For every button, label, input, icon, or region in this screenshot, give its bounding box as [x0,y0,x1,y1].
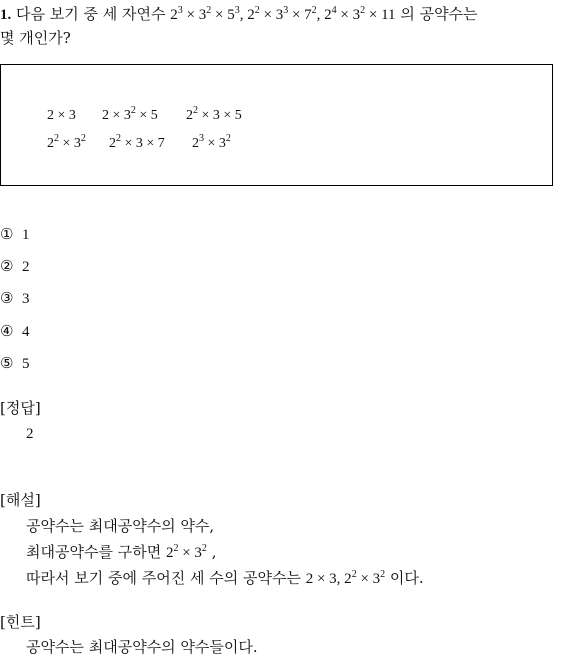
question-expression-3: $2^4 \times 3^2 \times 11$ [324,5,396,23]
option-2[interactable] [0,256,30,277]
example-term: $2^3 \times 3^2$ [192,133,231,151]
option-marker: ① [0,225,14,243]
question-number: 1. [0,7,12,23]
hint-label: [힌트] [0,613,41,631]
explanation-label: [해설] [0,491,41,509]
comma-separator: , [239,7,248,23]
option-marker: ③ [0,289,14,307]
option-3[interactable] [0,288,30,309]
explanation-line-2: 최대공약수를 구하면 $2^2 \times 3^2$ , [26,543,217,561]
answer-value: 2 [26,426,34,442]
option-marker: ⑤ [0,354,14,372]
option-value: 5 [22,356,30,372]
question-expression-2: $2^2 \times 3^3 \times 7^2$ [247,5,317,23]
hint-line-1: 공약수는 최대공약수의 약수들이다. [26,638,258,656]
example-term: 2 × 3 [47,108,76,123]
explanation-line-1: 공약수는 최대공약수의 약수, [26,517,215,535]
option-value: 4 [22,324,30,340]
option-4[interactable] [0,321,30,342]
option-marker: ④ [0,322,14,340]
question-line-2: 몇 개인가? [0,29,71,47]
example-term: $2^2 \times 3 \times 7$ [109,133,165,151]
explanation-line-3: 따라서 보기 중에 주어진 세 수의 공약수는 2 × 3, $2^2 \times 3^2$ 이다. [26,569,424,587]
option-value: 2 [22,259,30,275]
question-text-part1: 다음 보기 중 세 자연수 [16,5,171,23]
question-expression-1: $2^3 \times 3^2 \times 5^3$ [170,5,240,23]
example-term: $2^2 \times 3^2$ [47,133,86,151]
example-term: $2^2 \times 3 \times 5$ [186,105,242,123]
option-value: 1 [22,227,30,243]
option-marker: ② [0,257,14,275]
example-term: $2 \times 3^2 \times 5$ [102,105,158,123]
answer-label: [정답] [0,399,41,417]
option-5[interactable] [0,353,30,374]
question-line-1 [0,4,478,25]
example-box [0,64,553,186]
question-text-part2: 의 공약수는 [395,5,478,23]
comma-separator: , [316,7,325,23]
option-value: 3 [22,291,30,307]
example-row-2 [47,135,231,153]
example-row-1 [47,107,242,125]
option-1[interactable] [0,224,30,245]
